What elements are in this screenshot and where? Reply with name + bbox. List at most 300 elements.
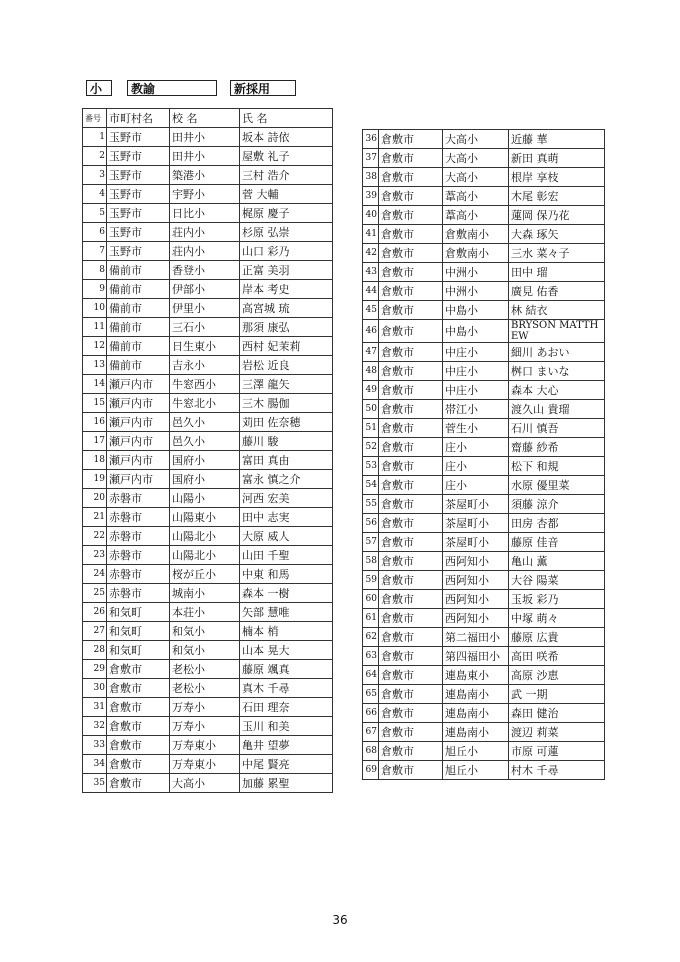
school-cell: 大高小 (443, 149, 509, 168)
city-cell: 倉敷市 (379, 282, 443, 301)
school-cell: 老松小 (170, 660, 240, 679)
school-cell: 山陽北小 (170, 527, 240, 546)
row-number: 36 (363, 130, 379, 149)
school-cell: 庄小 (443, 438, 509, 457)
table-row (83, 603, 333, 622)
city-cell: 玉野市 (107, 223, 170, 242)
row-number: 53 (363, 457, 379, 476)
name-cell: 石川 慎吾 (509, 419, 605, 438)
school-cell: 山陽小 (170, 489, 240, 508)
row-number: 27 (83, 622, 107, 641)
name-cell: 須藤 涼介 (509, 495, 605, 514)
city-cell: 備前市 (107, 280, 170, 299)
name-cell: 森本 一樹 (240, 584, 333, 603)
table-row (83, 698, 333, 717)
row-number: 9 (83, 280, 107, 299)
row-number: 45 (363, 301, 379, 320)
school-cell: 万寿小 (170, 698, 240, 717)
table-row (363, 514, 605, 533)
city-cell: 和気町 (107, 622, 170, 641)
name-cell: 三澤 龍矢 (240, 375, 333, 394)
row-number: 11 (83, 318, 107, 337)
table-row (363, 742, 605, 761)
table-row (363, 149, 605, 168)
name-cell: 藤川 駿 (240, 432, 333, 451)
name-cell: 三村 浩介 (240, 166, 333, 185)
name-cell: 山口 彩乃 (240, 242, 333, 261)
school-cell: 本荘小 (170, 603, 240, 622)
name-cell: 齋藤 紗希 (509, 438, 605, 457)
name-cell: 藤原 広貴 (509, 628, 605, 647)
table-row (363, 320, 605, 343)
row-number: 7 (83, 242, 107, 261)
table-row (83, 755, 333, 774)
row-number: 25 (83, 584, 107, 603)
row-number: 23 (83, 546, 107, 565)
name-cell: 菅 大輔 (240, 185, 333, 204)
name-cell: 三水 菜々子 (509, 244, 605, 263)
school-cell: 連島南小 (443, 704, 509, 723)
school-cell: 牛窓北小 (170, 394, 240, 413)
table-row (363, 244, 605, 263)
name-cell: 松下 和規 (509, 457, 605, 476)
city-cell: 倉敷市 (379, 533, 443, 552)
school-cell: 連島南小 (443, 723, 509, 742)
city-cell: 倉敷市 (107, 679, 170, 698)
table-row (83, 204, 333, 223)
row-number: 61 (363, 609, 379, 628)
table-row (363, 457, 605, 476)
table-row (363, 666, 605, 685)
name-cell: 渡辺 莉菜 (509, 723, 605, 742)
school-cell: 山陽東小 (170, 508, 240, 527)
city-cell: 瀬戸内市 (107, 375, 170, 394)
name-cell: 山本 晃大 (240, 641, 333, 660)
school-cell: 中庄小 (443, 381, 509, 400)
row-number: 34 (83, 755, 107, 774)
city-cell: 赤磐市 (107, 489, 170, 508)
city-cell: 和気町 (107, 603, 170, 622)
row-number: 30 (83, 679, 107, 698)
school-cell: 連島東小 (443, 666, 509, 685)
row-number: 57 (363, 533, 379, 552)
city-cell: 備前市 (107, 299, 170, 318)
table-row (83, 527, 333, 546)
table-row (363, 704, 605, 723)
name-cell: BRYSON MATTHEW (509, 320, 605, 343)
row-number: 63 (363, 647, 379, 666)
city-cell: 備前市 (107, 337, 170, 356)
city-cell: 倉敷市 (379, 476, 443, 495)
name-cell: 山田 千聖 (240, 546, 333, 565)
column-header-no: 番号 (83, 109, 107, 128)
page-number: 36 (332, 913, 348, 927)
name-cell: 真木 千尋 (240, 679, 333, 698)
name-cell: 新田 真萌 (509, 149, 605, 168)
table-row (363, 282, 605, 301)
row-number: 26 (83, 603, 107, 622)
name-cell: 正富 美羽 (240, 261, 333, 280)
school-cell: 邑久小 (170, 432, 240, 451)
school-cell: 倉敷南小 (443, 225, 509, 244)
name-cell: 亀山 薫 (509, 552, 605, 571)
row-number: 38 (363, 168, 379, 187)
school-cell: 万寿東小 (170, 755, 240, 774)
school-cell: 宇野小 (170, 185, 240, 204)
school-cell: 連島南小 (443, 685, 509, 704)
school-cell: 大高小 (170, 774, 240, 793)
table-row (363, 628, 605, 647)
school-cell: 国府小 (170, 470, 240, 489)
table-row (363, 381, 605, 400)
name-cell: 梶原 慶子 (240, 204, 333, 223)
school-cell: 万寿東小 (170, 736, 240, 755)
table-row (363, 263, 605, 282)
category-box: 新採用 (230, 80, 296, 96)
row-number: 1 (83, 128, 107, 147)
table-row (83, 223, 333, 242)
city-cell: 倉敷市 (379, 362, 443, 381)
table-row (83, 128, 333, 147)
city-cell: 倉敷市 (379, 609, 443, 628)
row-number: 69 (363, 761, 379, 780)
school-cell: 倉敷南小 (443, 244, 509, 263)
school-cell: 西阿知小 (443, 571, 509, 590)
city-cell: 倉敷市 (379, 628, 443, 647)
table-row (363, 647, 605, 666)
row-number: 49 (363, 381, 379, 400)
city-cell: 倉敷市 (379, 149, 443, 168)
table-row (363, 533, 605, 552)
school-cell: 牛窓西小 (170, 375, 240, 394)
row-number: 32 (83, 717, 107, 736)
row-number: 15 (83, 394, 107, 413)
table-row (363, 723, 605, 742)
table-row (83, 261, 333, 280)
city-cell: 玉野市 (107, 128, 170, 147)
row-number: 37 (363, 149, 379, 168)
city-cell: 瀬戸内市 (107, 451, 170, 470)
name-cell: 玉坂 彩乃 (509, 590, 605, 609)
table-row (363, 609, 605, 628)
name-cell: 加藤 累聖 (240, 774, 333, 793)
table-row (363, 590, 605, 609)
row-number: 47 (363, 343, 379, 362)
row-number: 60 (363, 590, 379, 609)
city-cell: 赤磐市 (107, 565, 170, 584)
table-row (83, 470, 333, 489)
school-cell: 山陽北小 (170, 546, 240, 565)
row-number: 5 (83, 204, 107, 223)
city-cell: 倉敷市 (379, 187, 443, 206)
table-row (83, 736, 333, 755)
row-number: 17 (83, 432, 107, 451)
school-cell: 大高小 (443, 168, 509, 187)
roster-table-right (362, 129, 605, 780)
school-cell: 田井小 (170, 147, 240, 166)
row-number: 42 (363, 244, 379, 263)
city-cell: 倉敷市 (379, 400, 443, 419)
city-cell: 瀬戸内市 (107, 413, 170, 432)
school-cell: 第四福田小 (443, 647, 509, 666)
row-number: 51 (363, 419, 379, 438)
name-cell: 富田 真由 (240, 451, 333, 470)
city-cell: 倉敷市 (379, 320, 443, 343)
table-row (363, 343, 605, 362)
city-cell: 倉敷市 (107, 736, 170, 755)
row-number: 20 (83, 489, 107, 508)
city-cell: 赤磐市 (107, 527, 170, 546)
city-cell: 瀬戸内市 (107, 432, 170, 451)
name-cell: 富永 慎之介 (240, 470, 333, 489)
name-cell: 藤原 佳音 (509, 533, 605, 552)
city-cell: 玉野市 (107, 242, 170, 261)
table-row (363, 476, 605, 495)
school-cell: 万寿小 (170, 717, 240, 736)
name-cell: 林 結衣 (509, 301, 605, 320)
row-number: 64 (363, 666, 379, 685)
name-cell: 苅田 佐奈穂 (240, 413, 333, 432)
table-row (363, 495, 605, 514)
level-box: 小 (86, 80, 112, 96)
row-number: 14 (83, 375, 107, 394)
table-row (83, 508, 333, 527)
school-cell: 国府小 (170, 451, 240, 470)
table-row (83, 489, 333, 508)
name-cell: 近藤 華 (509, 130, 605, 149)
row-number: 39 (363, 187, 379, 206)
school-cell: 葦高小 (443, 187, 509, 206)
name-cell: 細川 あおい (509, 343, 605, 362)
school-cell: 桜が丘小 (170, 565, 240, 584)
city-cell: 和気町 (107, 641, 170, 660)
city-cell: 倉敷市 (107, 717, 170, 736)
table-row (83, 318, 333, 337)
table-row (363, 419, 605, 438)
school-cell: 大高小 (443, 130, 509, 149)
row-number: 4 (83, 185, 107, 204)
city-cell: 倉敷市 (379, 590, 443, 609)
city-cell: 瀬戸内市 (107, 394, 170, 413)
name-cell: 中尾 賢亮 (240, 755, 333, 774)
city-cell: 玉野市 (107, 147, 170, 166)
table-row (83, 356, 333, 375)
city-cell: 玉野市 (107, 204, 170, 223)
table-row (83, 413, 333, 432)
row-number: 50 (363, 400, 379, 419)
school-cell: 日生東小 (170, 337, 240, 356)
school-cell: 旭丘小 (443, 761, 509, 780)
table-row (83, 679, 333, 698)
school-cell: 庄小 (443, 476, 509, 495)
school-cell: 中洲小 (443, 282, 509, 301)
name-cell: 玉川 和美 (240, 717, 333, 736)
city-cell: 倉敷市 (379, 742, 443, 761)
city-cell: 倉敷市 (379, 514, 443, 533)
city-cell: 赤磐市 (107, 508, 170, 527)
school-cell: 荘内小 (170, 223, 240, 242)
name-cell: 木尾 彰宏 (509, 187, 605, 206)
school-cell: 三石小 (170, 318, 240, 337)
row-number: 24 (83, 565, 107, 584)
table-row (363, 301, 605, 320)
school-cell: 荘内小 (170, 242, 240, 261)
row-number: 59 (363, 571, 379, 590)
position-box: 教諭 (127, 80, 217, 96)
city-cell: 倉敷市 (379, 244, 443, 263)
table-row (83, 166, 333, 185)
school-cell: 中庄小 (443, 362, 509, 381)
row-number: 28 (83, 641, 107, 660)
city-cell: 備前市 (107, 356, 170, 375)
school-cell: 西阿知小 (443, 552, 509, 571)
city-cell: 赤磐市 (107, 546, 170, 565)
table-row (83, 147, 333, 166)
school-cell: 庄小 (443, 457, 509, 476)
school-cell: 伊里小 (170, 299, 240, 318)
row-number: 29 (83, 660, 107, 679)
table-row (363, 761, 605, 780)
city-cell: 倉敷市 (379, 438, 443, 457)
name-cell: 石田 理奈 (240, 698, 333, 717)
name-cell: 森田 健治 (509, 704, 605, 723)
name-cell: 水原 優里菜 (509, 476, 605, 495)
table-row (83, 185, 333, 204)
name-cell: 蓮岡 保乃花 (509, 206, 605, 225)
row-number: 21 (83, 508, 107, 527)
school-cell: 和気小 (170, 641, 240, 660)
row-number: 31 (83, 698, 107, 717)
name-cell: 廣見 佑香 (509, 282, 605, 301)
table-row (363, 438, 605, 457)
school-cell: 茶屋町小 (443, 533, 509, 552)
school-cell: 西阿知小 (443, 609, 509, 628)
city-cell: 赤磐市 (107, 584, 170, 603)
row-number: 43 (363, 263, 379, 282)
row-number: 19 (83, 470, 107, 489)
name-cell: 那須 康弘 (240, 318, 333, 337)
school-cell: 城南小 (170, 584, 240, 603)
school-cell: 葦高小 (443, 206, 509, 225)
row-number: 56 (363, 514, 379, 533)
city-cell: 倉敷市 (379, 130, 443, 149)
table-row (363, 168, 605, 187)
row-number: 52 (363, 438, 379, 457)
row-number: 33 (83, 736, 107, 755)
column-header-school: 校 名 (170, 109, 240, 128)
table-header-row (83, 109, 333, 128)
row-number: 46 (363, 320, 379, 343)
table-row (363, 571, 605, 590)
school-cell: 香登小 (170, 261, 240, 280)
name-cell: 大森 琢矢 (509, 225, 605, 244)
school-cell: 西阿知小 (443, 590, 509, 609)
school-cell: 老松小 (170, 679, 240, 698)
name-cell: 矢部 慧唯 (240, 603, 333, 622)
city-cell: 倉敷市 (379, 495, 443, 514)
name-cell: 三木 腸伽 (240, 394, 333, 413)
city-cell: 備前市 (107, 318, 170, 337)
column-header-city: 市町村名 (107, 109, 170, 128)
table-row (363, 362, 605, 381)
row-number: 58 (363, 552, 379, 571)
name-cell: 岸本 考史 (240, 280, 333, 299)
table-row (363, 552, 605, 571)
name-cell: 中東 和馬 (240, 565, 333, 584)
name-cell: 高宮城 琉 (240, 299, 333, 318)
school-cell: 菅生小 (443, 419, 509, 438)
city-cell: 瀬戸内市 (107, 470, 170, 489)
table-row (363, 130, 605, 149)
row-number: 68 (363, 742, 379, 761)
row-number: 12 (83, 337, 107, 356)
city-cell: 倉敷市 (379, 206, 443, 225)
city-cell: 倉敷市 (379, 225, 443, 244)
table-row (83, 451, 333, 470)
table-row (83, 660, 333, 679)
row-number: 6 (83, 223, 107, 242)
name-cell: 坂本 詩依 (240, 128, 333, 147)
name-cell: 河西 宏美 (240, 489, 333, 508)
city-cell: 倉敷市 (107, 755, 170, 774)
row-number: 62 (363, 628, 379, 647)
row-number: 10 (83, 299, 107, 318)
name-cell: 大原 威人 (240, 527, 333, 546)
city-cell: 倉敷市 (379, 263, 443, 282)
school-cell: 日比小 (170, 204, 240, 223)
table-row (83, 337, 333, 356)
city-cell: 倉敷市 (379, 301, 443, 320)
name-cell: 杉原 弘崇 (240, 223, 333, 242)
name-cell: 大谷 陽菜 (509, 571, 605, 590)
row-number: 54 (363, 476, 379, 495)
row-number: 41 (363, 225, 379, 244)
school-cell: 邑久小 (170, 413, 240, 432)
name-cell: 市原 可蓮 (509, 742, 605, 761)
city-cell: 玉野市 (107, 185, 170, 204)
name-cell: 西村 妃茉莉 (240, 337, 333, 356)
school-cell: 第二福田小 (443, 628, 509, 647)
city-cell: 倉敷市 (379, 761, 443, 780)
row-number: 55 (363, 495, 379, 514)
school-cell: 茶屋町小 (443, 514, 509, 533)
school-cell: 和気小 (170, 622, 240, 641)
name-cell: 楠本 梢 (240, 622, 333, 641)
table-row (83, 394, 333, 413)
name-cell: 亀井 望夢 (240, 736, 333, 755)
city-cell: 玉野市 (107, 166, 170, 185)
table-row (83, 280, 333, 299)
name-cell: 武 一期 (509, 685, 605, 704)
table-row (363, 187, 605, 206)
table-row (83, 242, 333, 261)
school-cell: 吉永小 (170, 356, 240, 375)
name-cell: 根岸 享枝 (509, 168, 605, 187)
table-row (83, 584, 333, 603)
row-number: 8 (83, 261, 107, 280)
city-cell: 倉敷市 (379, 704, 443, 723)
table-row (83, 546, 333, 565)
name-cell: 高原 沙恵 (509, 666, 605, 685)
city-cell: 倉敷市 (379, 723, 443, 742)
city-cell: 倉敷市 (379, 343, 443, 362)
name-cell: 田中 志実 (240, 508, 333, 527)
school-cell: 中庄小 (443, 343, 509, 362)
row-number: 40 (363, 206, 379, 225)
city-cell: 倉敷市 (379, 685, 443, 704)
row-number: 16 (83, 413, 107, 432)
table-row (363, 206, 605, 225)
